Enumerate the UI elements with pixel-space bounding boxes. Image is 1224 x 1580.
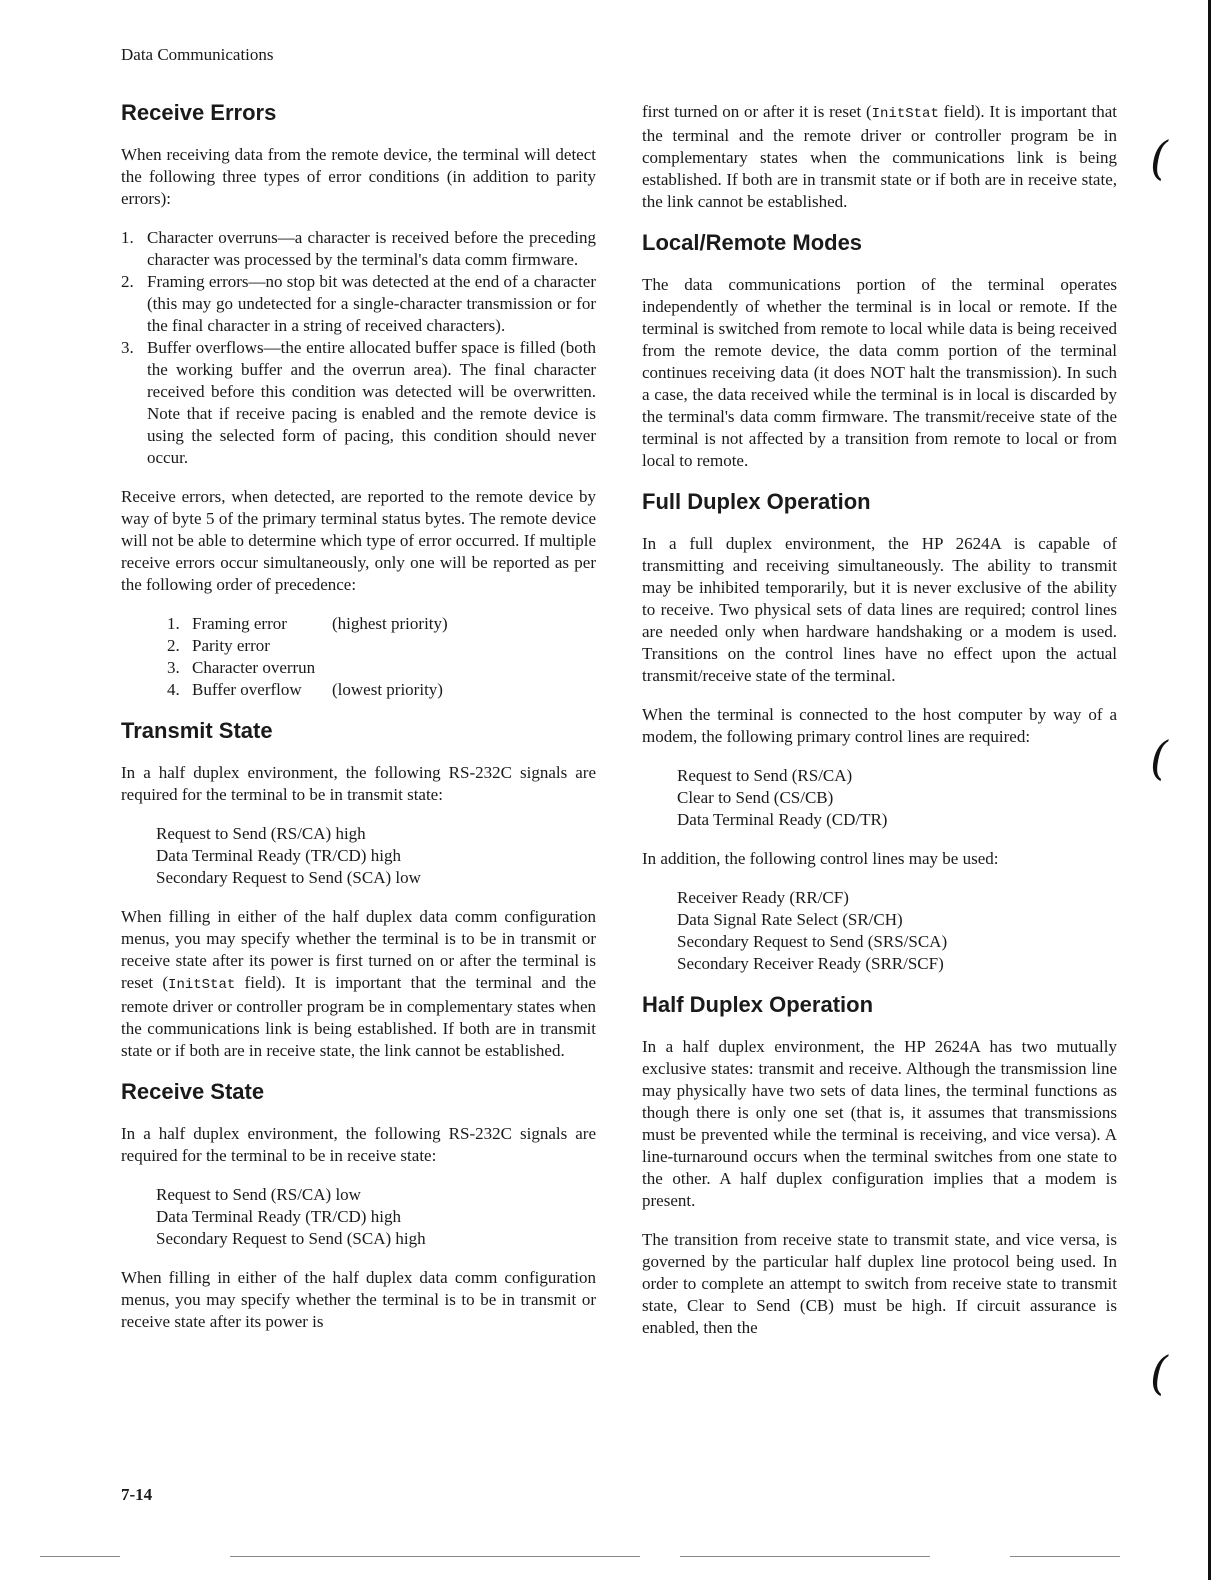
signal-line: Data Terminal Ready (TR/CD) high: [156, 846, 401, 865]
margin-mark: (: [1150, 731, 1168, 785]
running-head: Data Communications: [121, 45, 274, 64]
list-item: 2. Framing errors—no stop bit was detected at the end of a character (this may go undetected for a single-character transmission or for the final character in a string of received characters).: [121, 272, 596, 335]
receive-state-intro: In a half duplex environment, the following RS-232C signals are required for the terminal to be in receive state:: [121, 1124, 596, 1165]
control-line: Data Signal Rate Select (SR/CH): [677, 910, 903, 929]
signal-line: Request to Send (RS/CA) high: [156, 824, 366, 843]
signal-line: Request to Send (RS/CA) low: [156, 1185, 361, 1204]
control-line: Data Terminal Ready (CD/TR): [677, 810, 888, 829]
transmit-signal-list: [156, 823, 596, 889]
control-line: Clear to Send (CS/CB): [677, 788, 834, 807]
receive-state-body: When filling in either of the half duplex data comm configuration menus, you may specify whether the terminal is to be in transmit or receive state after its power is: [121, 1268, 596, 1331]
list-item: 3. Character overrun: [167, 658, 316, 677]
error-types-list: [121, 227, 596, 469]
bottom-edge-line: [230, 1556, 640, 1557]
list-item: 4. Buffer overflow (lowest priority): [167, 680, 443, 699]
receive-errors-report: Receive errors, when detected, are reported to the remote device by way of byte 5 of the primary terminal status bytes. The remote device will not be able to determine which type of error occurred. If multiple receive errors occur simultaneously, only one will be reported as per the following order of precedence:: [121, 487, 596, 594]
local-remote-body: The data communications portion of the terminal operates independently of whether the terminal is in local or remote. If the terminal is switched from remote to local while data is being received from the remote device, the data comm portion of the terminal continues receiving data (it does NOT halt the transmission). In such a case, the data received while the terminal is in local is discarded by the terminal's data comm firmware. The transmit/receive state of the terminal is not affected by a transition from remote to local or from local to remote.: [642, 275, 1117, 470]
list-item: 3. Buffer overflows—the entire allocated buffer space is filled (both the working buffer and the overrun area). The final character received before this condition was detected will be overwritten. Note that if receive pacing is enabled and the remote device is using the selected form of pacing, this condition should never occur.: [121, 338, 596, 467]
full-duplex-body-1: In a full duplex environment, the HP 2624A is capable of transmitting and receiving simultaneously. The ability to transmit may be inhibited temporarily, but it is never exclusive of the ability to receive. Two physical sets of data lines are required; control lines are needed only when hardware handshaking or a modem is used. Transitions on the control lines have no effect upon the actual transmit/receive state of the terminal.: [642, 534, 1117, 685]
heading-receive-errors: Receive Errors: [121, 100, 277, 125]
transmit-state-body: When filling in either of the half duplex data comm configuration menus, you may specify whether the terminal is to be in transmit or receive state after its power is first turned on or after the terminal is reset (InitStat field). It is important that the terminal and the remote driver or controller program be in complementary states when the communications link is being established. If both are in transmit state or if both are in receive state, the link cannot be established.: [121, 907, 596, 1060]
margin-mark: (: [1150, 131, 1168, 185]
transmit-state-intro: In a half duplex environment, the following RS-232C signals are required for the terminal to be in transmit state:: [121, 763, 596, 804]
precedence-list: [167, 613, 596, 701]
bottom-edge-line: [680, 1556, 930, 1557]
list-item: 1. Character overruns—a character is received before the preceding character was processed by the terminal's data comm firmware.: [121, 228, 596, 269]
primary-control-lines: [677, 765, 1117, 831]
control-line: Receiver Ready (RR/CF): [677, 888, 849, 907]
optional-control-lines: [677, 887, 1117, 975]
margin-mark: (: [1150, 1346, 1168, 1400]
receive-signal-list: [156, 1184, 596, 1250]
half-duplex-body-1: In a half duplex environment, the HP 2624A has two mutually exclusive states: transmit and receive. Although the transmission line may physically have two sets of data lines, the terminal functions as though there is only one set (that is, it assumes that transmissions must be prevented while the terminal is receiving, and vice versa). A line-turnaround occurs when the terminal switches from one state to the other. A half duplex configuration implies that a modem is present.: [642, 1037, 1117, 1210]
heading-full-duplex: Full Duplex Operation: [642, 489, 871, 514]
binding-edge-line: [1208, 0, 1211, 1580]
full-duplex-body-3: In addition, the following control lines may be used:: [642, 849, 999, 868]
initstat-field: InitStat: [871, 106, 939, 122]
continued-text: first turned on or after it is reset (InitStat field). It is important that the terminal and the remote driver or controller program be in complementary states when the communications link is being established. If both are in transmit state or if both are in receive state, the link cannot be established.: [642, 102, 1117, 211]
half-duplex-body-2: The transition from receive state to transmit state, and vice versa, is governed by the particular half duplex line protocol being used. In order to complete an attempt to switch from receive state to transmit state, Clear to Send (CB) must be high. If circuit assurance is enabled, then the: [642, 1230, 1117, 1337]
heading-half-duplex: Half Duplex Operation: [642, 992, 874, 1017]
control-line: Request to Send (RS/CA): [677, 766, 853, 785]
heading-local-remote: Local/Remote Modes: [642, 230, 863, 255]
page-number: 7-14: [121, 1485, 153, 1504]
list-item: 2. Parity error: [167, 636, 270, 655]
left-column: [121, 100, 596, 1350]
full-duplex-body-2: When the terminal is connected to the host computer by way of a modem, the following primary control lines are required:: [642, 705, 1117, 746]
receive-errors-intro: When receiving data from the remote device, the terminal will detect the following three types of error conditions (in addition to parity errors):: [121, 145, 596, 208]
control-line: Secondary Request to Send (SRS/SCA): [677, 932, 948, 951]
initstat-field: InitStat: [168, 977, 236, 993]
bottom-edge-line: [1010, 1556, 1120, 1557]
heading-transmit-state: Transmit State: [121, 718, 273, 743]
control-line: Secondary Receiver Ready (SRR/SCF): [677, 954, 944, 973]
signal-line: Data Terminal Ready (TR/CD) high: [156, 1207, 401, 1226]
signal-line: Secondary Request to Send (SCA) low: [156, 868, 421, 887]
heading-receive-state: Receive State: [121, 1079, 265, 1104]
bottom-edge-line: [40, 1556, 120, 1557]
right-column: [642, 101, 1117, 1356]
list-item: 1. Framing error (highest priority): [167, 614, 448, 633]
signal-line: Secondary Request to Send (SCA) high: [156, 1229, 426, 1248]
